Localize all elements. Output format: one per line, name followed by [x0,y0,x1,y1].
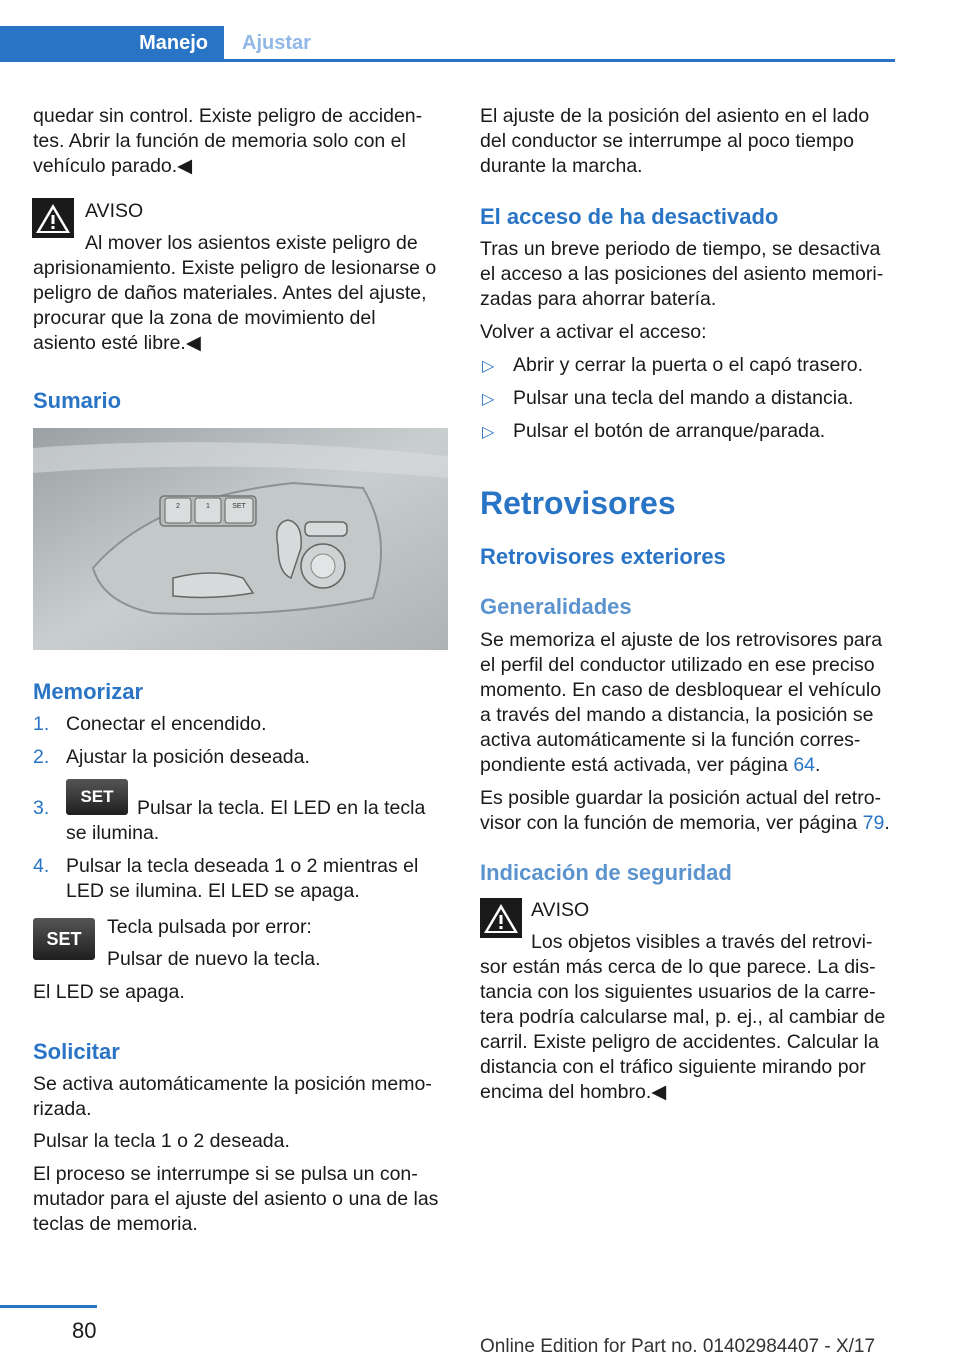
solicitar-p3-1: El proceso se interrumpe si se pulsa un con- [33,1163,418,1185]
step-1-text: Conectar el encendido. [66,713,267,735]
set-key-icon: SET [66,779,128,815]
warning2-line-7: encima del hombro.◀ [480,1081,667,1103]
acceso-line-3: zadas para ahorrar batería. [480,288,717,310]
heading-sumario: Sumario [33,388,122,413]
step-3-text-1: Pulsar la tecla. El LED en la tecla [137,797,426,819]
left-intro-1: quedar sin control. Existe peligro de acciden- [33,105,423,127]
heading-generalidades: Generalidades [480,594,632,619]
solicitar-p3-3: teclas de memoria. [33,1213,198,1235]
step-2-number: 2. [33,746,50,768]
gen-line-5: activa automáticamente si la función corres- [480,729,861,751]
reactivar-text: Volver a activar el acceso: [480,321,707,343]
set-key-icon: SET [33,918,95,960]
warning-icon [32,198,74,238]
warning2-line-1: Los objetos visibles a través del retrovi- [531,931,873,953]
step-3-text-2: se ilumina. [66,822,160,844]
warning-icon [480,898,522,938]
step-1-number: 1. [33,713,50,735]
acceso-line-2: el acceso a las posiciones del asiento memori- [480,263,884,285]
page-79-link[interactable]: 79 [862,812,885,834]
bullet-triangle-icon: ▷ [482,391,495,408]
tab-manejo[interactable] [0,26,224,62]
heading-acceso: El acceso de ha desactivado [480,204,779,229]
photo-key-1: 1 [206,503,210,510]
left-intro-2: tes. Abrir la función de memoria solo con el [33,130,406,152]
warning1-line-2: aprisionamiento. Existe peligro de lesionarse o [33,257,437,279]
header-tabs [0,0,895,62]
bullet-triangle-icon: ▷ [482,424,495,441]
warning1-line-4: procurar que la zona de movimiento del [33,307,376,329]
error-line-1: Tecla pulsada por error: [107,916,312,938]
bullet-item-2: Pulsar una tecla del mando a distancia. [513,387,854,409]
warning2-line-2: sor están más cerca de lo que parece. La dis- [480,956,876,978]
warning1-line-3: peligro de daños materiales. Antes del ajuste, [33,282,427,304]
heading-retrovisores: Retrovisores [480,485,676,521]
page-64-link[interactable]: 64 [793,754,816,776]
gen2-line-2-text: visor con la función de memoria, ver página [480,812,863,834]
bullet-item-1: Abrir y cerrar la puerta o el capó trasero. [513,354,864,376]
gen2-line-1: Es posible guardar la posición actual del retro- [480,787,882,809]
warning2-title: AVISO [531,899,590,921]
heading-indicacion-seguridad: Indicación de seguridad [480,860,732,885]
photo-key-2: 2 [176,503,180,510]
right-intro-2: del conductor se interrumpe al poco tiempo [480,130,854,152]
photo-key-set: SET [232,503,246,510]
solicitar-p3-2: mutador para el ajuste del asiento o una de las [33,1188,439,1210]
step-2-text: Ajustar la posición deseada. [66,746,310,768]
heading-retrovisores-exteriores: Retrovisores exteriores [480,544,726,569]
solicitar-p1-2: rizada. [33,1098,92,1120]
gen-line-1: Se memoriza el ajuste de los retrovisores para [480,629,883,651]
warning2-line-4: tera podría calcularse mal, p. ej., al cambiar de [480,1006,886,1028]
warning1-line-1: Al mover los asientos existe peligro de [85,232,418,254]
gen-line-2: el perfil del conductor utilizado en ese preciso [480,654,875,676]
step-3-number: 3. [33,797,50,819]
heading-memorizar: Memorizar [33,679,144,704]
warning1-title: AVISO [85,200,144,222]
footer-rule [0,1305,97,1308]
tab-ajustar[interactable]: Ajustar [242,32,311,54]
heading-solicitar: Solicitar [33,1039,120,1064]
warning2-line-5: carril. Existe peligro de accidentes. Calcular la [480,1031,879,1053]
edition-text: Online Edition for Part no. 01402984407 - X/17 [480,1336,876,1357]
solicitar-p2: Pulsar la tecla 1 o 2 deseada. [33,1130,290,1152]
gen-line-6: pondiente está activada, ver página 64. [480,754,821,776]
acceso-line-1: Tras un breve periodo de tiempo, se desactiva [480,238,881,260]
warning1-line-5: asiento esté libre.◀ [33,332,201,354]
gen-line-3: momento. En caso de desbloquear el vehículo [480,679,882,701]
solicitar-p1-1: Se activa automáticamente la posición memo- [33,1073,432,1095]
gen2-line-2: visor con la función de memoria, ver página 79. [480,812,890,834]
seat-controls-photo [33,428,448,650]
page-number: 80 [72,1318,97,1343]
led-off-text: El LED se apaga. [33,981,185,1003]
warning2-line-6: distancia con el tráfico siguiente mirando por [480,1056,866,1078]
left-intro-3: vehículo parado.◀ [33,155,193,177]
step-4-number: 4. [33,855,50,877]
warning2-line-3: tancia con los siguientes usuarios de la carre- [480,981,876,1003]
error-line-2: Pulsar de nuevo la tecla. [107,948,321,970]
gen-line-4: a través del mando a distancia, la posición se [480,704,874,726]
right-intro-3: durante la marcha. [480,155,643,177]
tab-manejo-label: Manejo [139,32,208,54]
step-4-text-1: Pulsar la tecla deseada 1 o 2 mientras el [66,855,419,877]
bullet-item-3: Pulsar el botón de arranque/parada. [513,420,826,442]
step-4-text-2: LED se ilumina. El LED se apaga. [66,880,360,902]
bullet-triangle-icon: ▷ [482,358,495,375]
gen-line-6-text: pondiente está activada, ver página [480,754,794,776]
right-intro-1: El ajuste de la posición del asiento en el lado [480,105,870,127]
